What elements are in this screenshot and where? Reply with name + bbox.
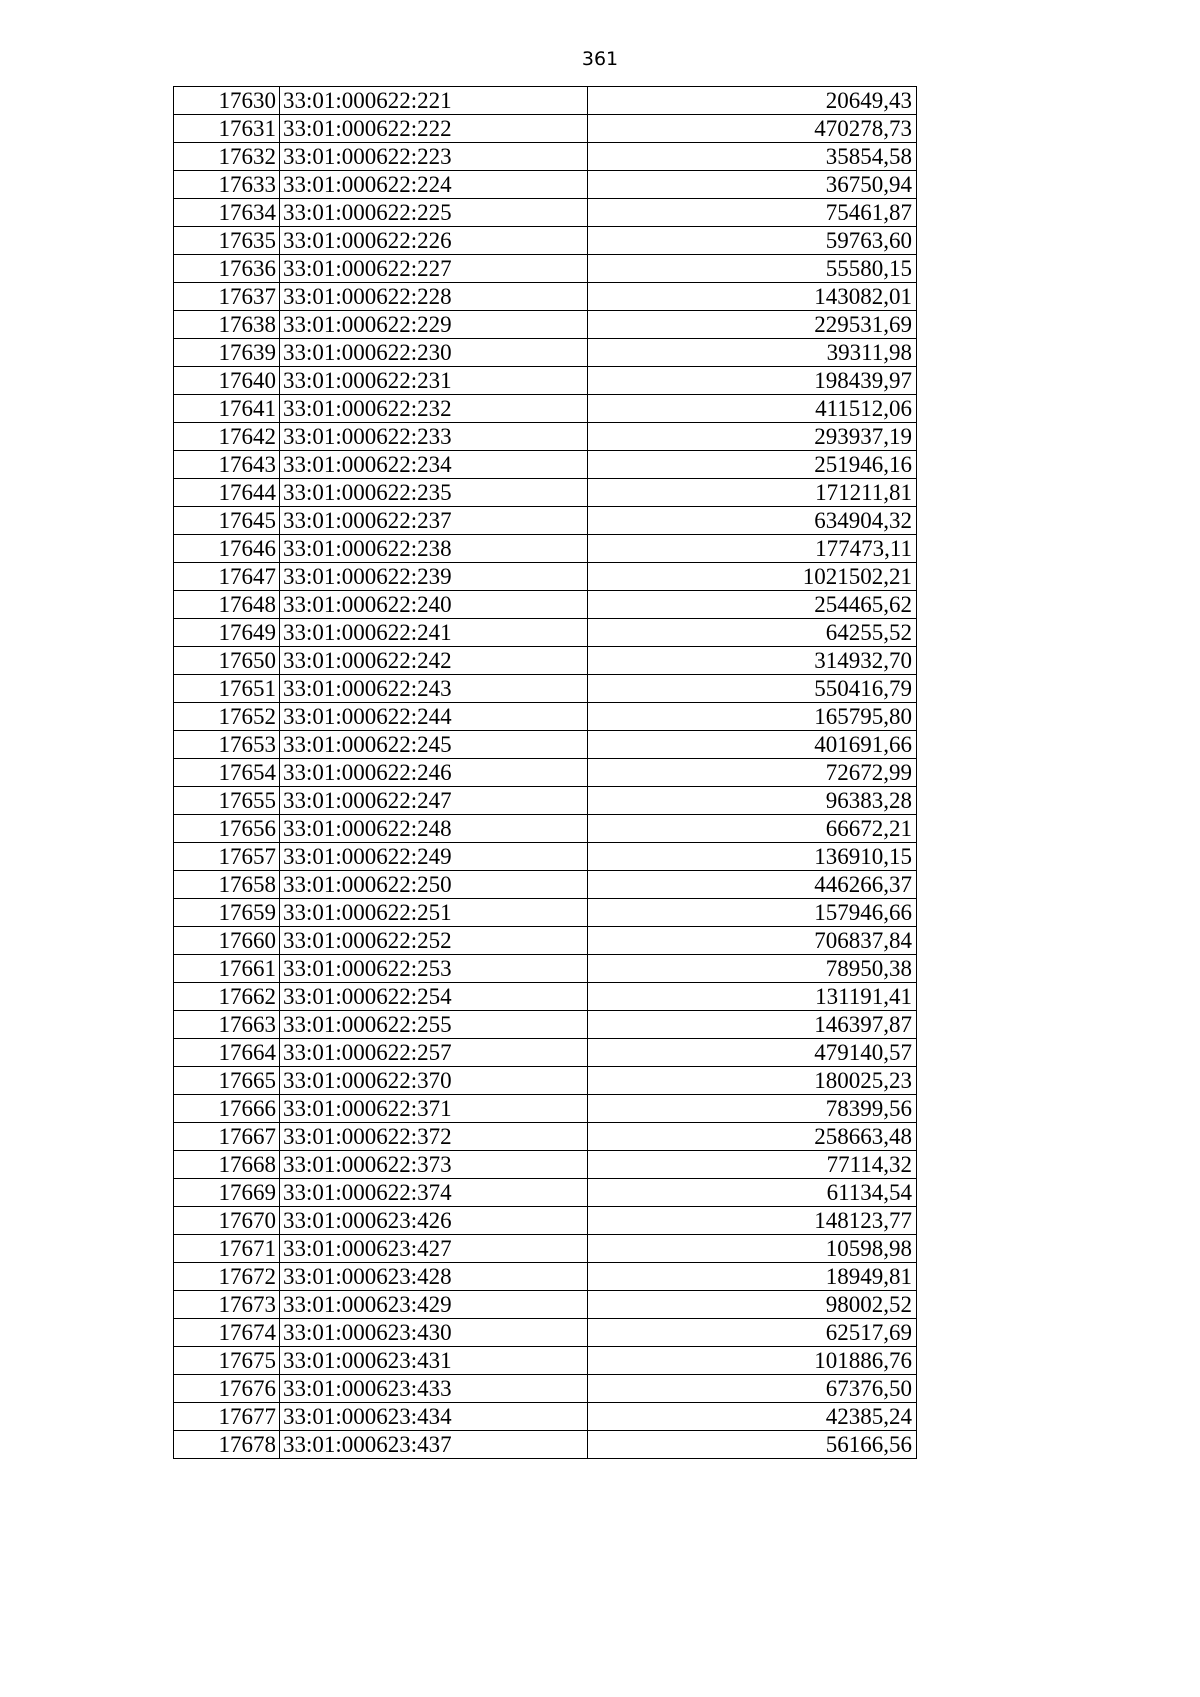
row-number-cell: 17678 xyxy=(174,1431,280,1459)
cadastral-number-cell: 33:01:000623:437 xyxy=(280,1431,588,1459)
cadastral-value-cell: 634904,32 xyxy=(588,507,917,535)
cadastral-value-cell: 62517,69 xyxy=(588,1319,917,1347)
cadastral-value-cell: 479140,57 xyxy=(588,1039,917,1067)
cadastral-value-cell: 39311,98 xyxy=(588,339,917,367)
table-row xyxy=(174,591,917,619)
table-row xyxy=(174,535,917,563)
row-number-cell: 17666 xyxy=(174,1095,280,1123)
cadastral-value-cell: 78950,38 xyxy=(588,955,917,983)
cadastral-number-cell: 33:01:000622:251 xyxy=(280,899,588,927)
row-number-cell: 17672 xyxy=(174,1263,280,1291)
row-number-cell: 17669 xyxy=(174,1179,280,1207)
table-row xyxy=(174,339,917,367)
cadastral-number-cell: 33:01:000622:246 xyxy=(280,759,588,787)
cadastral-number-cell: 33:01:000622:249 xyxy=(280,843,588,871)
row-number-cell: 17671 xyxy=(174,1235,280,1263)
table-row xyxy=(174,1095,917,1123)
table-row xyxy=(174,1039,917,1067)
cadastral-value-cell: 77114,32 xyxy=(588,1151,917,1179)
cadastral-value-cell: 198439,97 xyxy=(588,367,917,395)
cadastral-number-cell: 33:01:000622:234 xyxy=(280,451,588,479)
cadastral-value-cell: 446266,37 xyxy=(588,871,917,899)
cadastral-number-cell: 33:01:000623:427 xyxy=(280,1235,588,1263)
cadastral-number-cell: 33:01:000622:240 xyxy=(280,591,588,619)
cadastral-value-cell: 470278,73 xyxy=(588,115,917,143)
table-row xyxy=(174,1291,917,1319)
cadastral-value-cell: 131191,41 xyxy=(588,983,917,1011)
table-row xyxy=(174,423,917,451)
cadastral-value-cell: 1021502,21 xyxy=(588,563,917,591)
table-row xyxy=(174,815,917,843)
cadastral-number-cell: 33:01:000622:226 xyxy=(280,227,588,255)
row-number-cell: 17655 xyxy=(174,787,280,815)
cadastral-number-cell: 33:01:000622:252 xyxy=(280,927,588,955)
page-number: 361 xyxy=(581,48,619,70)
cadastral-value-cell: 96383,28 xyxy=(588,787,917,815)
cadastral-number-cell: 33:01:000622:221 xyxy=(280,87,588,115)
cadastral-value-cell: 20649,43 xyxy=(588,87,917,115)
cadastral-value-cell: 258663,48 xyxy=(588,1123,917,1151)
row-number-cell: 17668 xyxy=(174,1151,280,1179)
row-number-cell: 17670 xyxy=(174,1207,280,1235)
cadastral-value-cell: 148123,77 xyxy=(588,1207,917,1235)
cadastral-number-cell: 33:01:000622:229 xyxy=(280,311,588,339)
row-number-cell: 17651 xyxy=(174,675,280,703)
table-row xyxy=(174,255,917,283)
row-number-cell: 17646 xyxy=(174,535,280,563)
row-number-cell: 17640 xyxy=(174,367,280,395)
row-number-cell: 17631 xyxy=(174,115,280,143)
cadastral-number-cell: 33:01:000622:371 xyxy=(280,1095,588,1123)
table-row xyxy=(174,647,917,675)
table-row xyxy=(174,1347,917,1375)
cadastral-value-cell: 72672,99 xyxy=(588,759,917,787)
table-row xyxy=(174,1235,917,1263)
row-number-cell: 17641 xyxy=(174,395,280,423)
table-row xyxy=(174,955,917,983)
cadastral-value-cell: 56166,56 xyxy=(588,1431,917,1459)
cadastral-value-cell: 64255,52 xyxy=(588,619,917,647)
table-row xyxy=(174,171,917,199)
table-row xyxy=(174,1375,917,1403)
cadastral-value-cell: 59763,60 xyxy=(588,227,917,255)
cadastral-value-cell: 177473,11 xyxy=(588,535,917,563)
cadastral-number-cell: 33:01:000622:222 xyxy=(280,115,588,143)
row-number-cell: 17643 xyxy=(174,451,280,479)
row-number-cell: 17638 xyxy=(174,311,280,339)
row-number-cell: 17658 xyxy=(174,871,280,899)
table-row xyxy=(174,619,917,647)
row-number-cell: 17648 xyxy=(174,591,280,619)
table-row xyxy=(174,675,917,703)
cadastral-value-cell: 10598,98 xyxy=(588,1235,917,1263)
row-number-cell: 17634 xyxy=(174,199,280,227)
table-row xyxy=(174,1207,917,1235)
table-row xyxy=(174,1151,917,1179)
cadastral-number-cell: 33:01:000623:429 xyxy=(280,1291,588,1319)
cadastral-number-cell: 33:01:000623:431 xyxy=(280,1347,588,1375)
cadastral-number-cell: 33:01:000623:433 xyxy=(280,1375,588,1403)
table-row xyxy=(174,143,917,171)
cadastral-value-cell: 143082,01 xyxy=(588,283,917,311)
cadastral-number-cell: 33:01:000622:243 xyxy=(280,675,588,703)
cadastral-value-cell: 157946,66 xyxy=(588,899,917,927)
table-row xyxy=(174,1431,917,1459)
row-number-cell: 17676 xyxy=(174,1375,280,1403)
row-number-cell: 17650 xyxy=(174,647,280,675)
table-row xyxy=(174,1067,917,1095)
table-row xyxy=(174,199,917,227)
cadastral-number-cell: 33:01:000622:223 xyxy=(280,143,588,171)
table-row xyxy=(174,871,917,899)
table-row xyxy=(174,983,917,1011)
table-row xyxy=(174,507,917,535)
cadastral-value-cell: 550416,79 xyxy=(588,675,917,703)
cadastral-value-table xyxy=(173,86,917,1459)
row-number-cell: 17674 xyxy=(174,1319,280,1347)
cadastral-value-cell: 146397,87 xyxy=(588,1011,917,1039)
row-number-cell: 17639 xyxy=(174,339,280,367)
row-number-cell: 17657 xyxy=(174,843,280,871)
cadastral-number-cell: 33:01:000622:227 xyxy=(280,255,588,283)
cadastral-value-cell: 706837,84 xyxy=(588,927,917,955)
cadastral-number-cell: 33:01:000622:228 xyxy=(280,283,588,311)
table-row xyxy=(174,759,917,787)
table-row xyxy=(174,395,917,423)
cadastral-value-cell: 61134,54 xyxy=(588,1179,917,1207)
row-number-cell: 17633 xyxy=(174,171,280,199)
cadastral-number-cell: 33:01:000623:428 xyxy=(280,1263,588,1291)
cadastral-value-cell: 293937,19 xyxy=(588,423,917,451)
table-body xyxy=(174,87,917,1459)
cadastral-value-cell: 42385,24 xyxy=(588,1403,917,1431)
cadastral-number-cell: 33:01:000622:372 xyxy=(280,1123,588,1151)
cadastral-value-cell: 18949,81 xyxy=(588,1263,917,1291)
table-row xyxy=(174,1179,917,1207)
row-number-cell: 17673 xyxy=(174,1291,280,1319)
table-row xyxy=(174,563,917,591)
cadastral-number-cell: 33:01:000622:250 xyxy=(280,871,588,899)
table-row xyxy=(174,787,917,815)
table-row xyxy=(174,283,917,311)
cadastral-number-cell: 33:01:000622:254 xyxy=(280,983,588,1011)
row-number-cell: 17660 xyxy=(174,927,280,955)
cadastral-value-cell: 401691,66 xyxy=(588,731,917,759)
row-number-cell: 17664 xyxy=(174,1039,280,1067)
cadastral-number-cell: 33:01:000623:434 xyxy=(280,1403,588,1431)
table-row xyxy=(174,1011,917,1039)
table-row xyxy=(174,451,917,479)
cadastral-value-cell: 66672,21 xyxy=(588,815,917,843)
cadastral-number-cell: 33:01:000622:257 xyxy=(280,1039,588,1067)
cadastral-number-cell: 33:01:000622:373 xyxy=(280,1151,588,1179)
table-row xyxy=(174,1319,917,1347)
table-row xyxy=(174,115,917,143)
cadastral-number-cell: 33:01:000622:255 xyxy=(280,1011,588,1039)
cadastral-number-cell: 33:01:000622:247 xyxy=(280,787,588,815)
cadastral-value-cell: 98002,52 xyxy=(588,1291,917,1319)
cadastral-number-cell: 33:01:000622:235 xyxy=(280,479,588,507)
cadastral-number-cell: 33:01:000623:426 xyxy=(280,1207,588,1235)
row-number-cell: 17659 xyxy=(174,899,280,927)
cadastral-value-cell: 136910,15 xyxy=(588,843,917,871)
row-number-cell: 17632 xyxy=(174,143,280,171)
cadastral-value-cell: 254465,62 xyxy=(588,591,917,619)
cadastral-number-cell: 33:01:000622:370 xyxy=(280,1067,588,1095)
cadastral-value-cell: 35854,58 xyxy=(588,143,917,171)
row-number-cell: 17652 xyxy=(174,703,280,731)
cadastral-value-cell: 180025,23 xyxy=(588,1067,917,1095)
cadastral-value-cell: 251946,16 xyxy=(588,451,917,479)
cadastral-number-cell: 33:01:000622:241 xyxy=(280,619,588,647)
table-row xyxy=(174,311,917,339)
row-number-cell: 17665 xyxy=(174,1067,280,1095)
cadastral-number-cell: 33:01:000622:224 xyxy=(280,171,588,199)
cadastral-value-cell: 67376,50 xyxy=(588,1375,917,1403)
cadastral-number-cell: 33:01:000622:230 xyxy=(280,339,588,367)
row-number-cell: 17635 xyxy=(174,227,280,255)
row-number-cell: 17645 xyxy=(174,507,280,535)
row-number-cell: 17630 xyxy=(174,87,280,115)
cadastral-value-cell: 101886,76 xyxy=(588,1347,917,1375)
table-row xyxy=(174,731,917,759)
row-number-cell: 17661 xyxy=(174,955,280,983)
table-row xyxy=(174,367,917,395)
cadastral-value-cell: 55580,15 xyxy=(588,255,917,283)
table-row xyxy=(174,227,917,255)
cadastral-number-cell: 33:01:000622:231 xyxy=(280,367,588,395)
table-row xyxy=(174,1263,917,1291)
cadastral-number-cell: 33:01:000622:253 xyxy=(280,955,588,983)
cadastral-value-cell: 171211,81 xyxy=(588,479,917,507)
cadastral-number-cell: 33:01:000622:245 xyxy=(280,731,588,759)
table-row xyxy=(174,479,917,507)
table-row xyxy=(174,843,917,871)
row-number-cell: 17644 xyxy=(174,479,280,507)
table-row xyxy=(174,899,917,927)
row-number-cell: 17642 xyxy=(174,423,280,451)
cadastral-value-cell: 75461,87 xyxy=(588,199,917,227)
row-number-cell: 17663 xyxy=(174,1011,280,1039)
cadastral-number-cell: 33:01:000622:225 xyxy=(280,199,588,227)
table-row xyxy=(174,927,917,955)
row-number-cell: 17662 xyxy=(174,983,280,1011)
row-number-cell: 17675 xyxy=(174,1347,280,1375)
cadastral-value-cell: 78399,56 xyxy=(588,1095,917,1123)
table-row xyxy=(174,1403,917,1431)
row-number-cell: 17636 xyxy=(174,255,280,283)
cadastral-number-cell: 33:01:000622:237 xyxy=(280,507,588,535)
row-number-cell: 17649 xyxy=(174,619,280,647)
cadastral-value-cell: 165795,80 xyxy=(588,703,917,731)
cadastral-number-cell: 33:01:000622:374 xyxy=(280,1179,588,1207)
row-number-cell: 17654 xyxy=(174,759,280,787)
row-number-cell: 17637 xyxy=(174,283,280,311)
cadastral-number-cell: 33:01:000622:238 xyxy=(280,535,588,563)
cadastral-number-cell: 33:01:000622:248 xyxy=(280,815,588,843)
table-row xyxy=(174,1123,917,1151)
cadastral-number-cell: 33:01:000622:239 xyxy=(280,563,588,591)
row-number-cell: 17656 xyxy=(174,815,280,843)
cadastral-value-cell: 314932,70 xyxy=(588,647,917,675)
table-row xyxy=(174,87,917,115)
cadastral-value-cell: 36750,94 xyxy=(588,171,917,199)
row-number-cell: 17647 xyxy=(174,563,280,591)
table-row xyxy=(174,703,917,731)
cadastral-number-cell: 33:01:000623:430 xyxy=(280,1319,588,1347)
cadastral-value-cell: 411512,06 xyxy=(588,395,917,423)
row-number-cell: 17677 xyxy=(174,1403,280,1431)
cadastral-number-cell: 33:01:000622:244 xyxy=(280,703,588,731)
row-number-cell: 17653 xyxy=(174,731,280,759)
cadastral-value-cell: 229531,69 xyxy=(588,311,917,339)
cadastral-number-cell: 33:01:000622:233 xyxy=(280,423,588,451)
row-number-cell: 17667 xyxy=(174,1123,280,1151)
cadastral-number-cell: 33:01:000622:242 xyxy=(280,647,588,675)
cadastral-number-cell: 33:01:000622:232 xyxy=(280,395,588,423)
